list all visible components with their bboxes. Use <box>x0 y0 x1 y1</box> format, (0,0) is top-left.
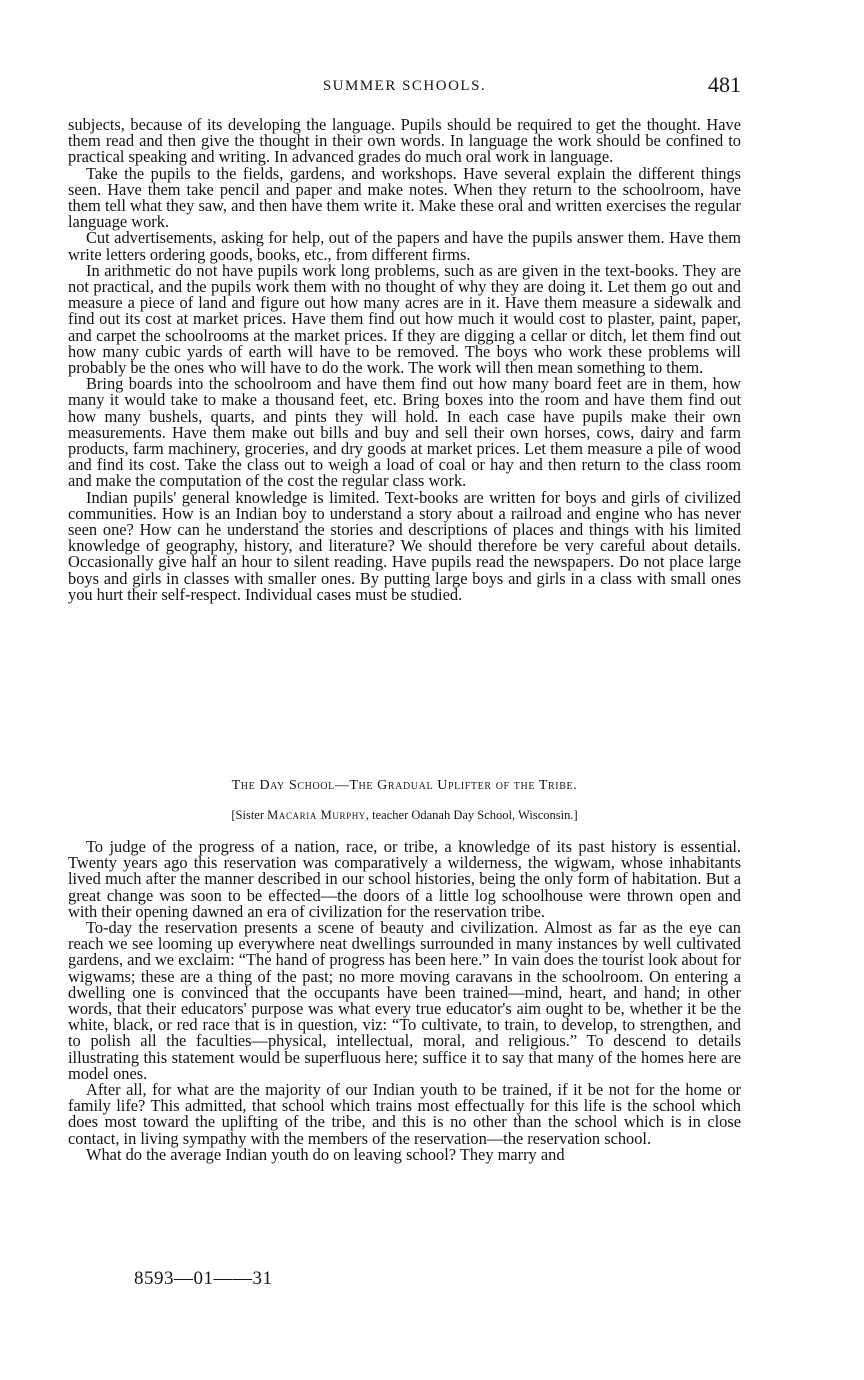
paragraph: Bring boards into the schoolroom and have them find out how many board feet are in them, how many it would take to make a thousand feet, etc. Bring boxes into the room and have them find out how many bushels, quarts, and pints they will hold. In each case have pupils make their own measurements. Have them make out bills and buy and sell their own horses, cows, dairy and farm products, farm machinery, groceries, and dry goods at market prices. Let them measure a pile of wood and find its cost. Take the class out to weigh a load of coal or hay and then return to the class room and make the computation of the cost the regular class work. <box>68 374 741 491</box>
paragraph: After all, for what are the majority of our Indian youth to be trained, if it be not for the home or family life? This admitted, that school which trains most effectually for this life is the school which does most toward the uplifting of the tribe, and this is no other than the school which is in close contact, in living sympathy with the members of the reservation—the reservation school. <box>68 1080 741 1148</box>
running-head: SUMMER SCHOOLS. <box>322 78 487 94</box>
paragraph: subjects, because of its developing the language. Pupils should be required to get the thought. Have them read and then give the thought in their own words. In language the work should be confined to practical speaking and writing. In advanced grades do much oral work in language. <box>68 115 741 167</box>
paragraph: Take the pupils to the fields, gardens, and workshops. Have several explain the different things seen. Have them take pencil and paper and make notes. When they return to the schoolroom, have them tell what they saw, and then have them write it. Make these oral and written exercises the regular language work. <box>68 163 741 232</box>
section-title: The Day School—The Gradual Uplifter of the Tribe. <box>231 778 578 793</box>
page-number: 481 <box>708 72 741 97</box>
byline-author: Macaria Murphy <box>267 808 366 822</box>
paragraph: What do the average Indian youth do on leaving school? They marry and <box>86 1144 565 1164</box>
paragraph: To judge of the progress of a nation, race, or tribe, a knowledge of its past history is essential. Twenty years ago this reservation was comparatively a wilderness, the wigwam, whose inhabitants lived much after the manner described in our school histories, being the only form of habitation. But a great change was soon to be effected—the doors of a little log schoolhouse were thrown open and with their opening dawned an era of civilization for the reservation tribe. <box>68 837 741 921</box>
byline-rest: , teacher Odanah Day School, Wisconsin.] <box>365 808 578 822</box>
byline <box>68 808 741 823</box>
signature-mark: 8593—01——31 <box>134 1268 273 1289</box>
byline-open: [Sister <box>231 808 268 822</box>
section-2-body <box>68 839 741 1163</box>
page-header <box>68 72 741 102</box>
paragraph: To-day the reservation presents a scene of beauty and civilization. Almost as far as the eye can reach we see looming up everywhere neat dwellings surrounded in many instances by well cultivated gardens, and we exclaim: “The hand of progress has been here.” In vain does the tourist look about for wigwams; these are a thing of the past; no more moving caravans in the schoolroom. On entering a dwelling one is convinced that the occupants have been trained—mind, heart, and hand; in other words, that their educators' purpose was what every true educator's aim ought to be, whether it be the white, black, or red race that is in question, viz: “To cultivate, to train, to develop, to strengthen, and to polish all the faculties—physical, intellectual, moral, and religious.” To descend to details illustrating this statement would be superfluous here; suffice it to say that many of the homes here are model ones. <box>68 918 741 1083</box>
section-1-body <box>68 117 741 603</box>
paragraph: Cut advertisements, asking for help, out of the papers and have the pupils answer them. Have them write letters ordering goods, books, etc., from different firms. <box>68 228 741 264</box>
paragraph: In arithmetic do not have pupils work long problems, such as are given in the text-books. They are not practical, and the pupils work them with no thought of why they are doing it. Let them go out and measure a piece of land and figure out how many acres are in it. Have them measure a sidewalk and find out its cost at market prices. Have them find out how much it would cost to plaster, paint, paper, and carpet the schoolrooms at the market prices. If they are digging a cellar or ditch, let them find out how many cubic yards of earth will have to be removed. The boys who work these problems will probably be the ones who will have to do the work. The work will then mean something to them. <box>68 260 741 378</box>
paragraph: Indian pupils' general knowledge is limited. Text-books are written for boys and girls of civilized communities. How is an Indian boy to understand a story about a railroad and engine who has never seen one? How can he understand the stories and descriptions of places and things with his limited knowledge of geography, history, and literature? We should therefore be very careful about details. Occasionally give half an hour to silent reading. Have pupils read the newspapers. Do not place large boys and girls in classes with smaller ones. By putting large boys and girls in a class with small ones you hurt their self-respect. Individual cases must be studied. <box>68 487 741 604</box>
